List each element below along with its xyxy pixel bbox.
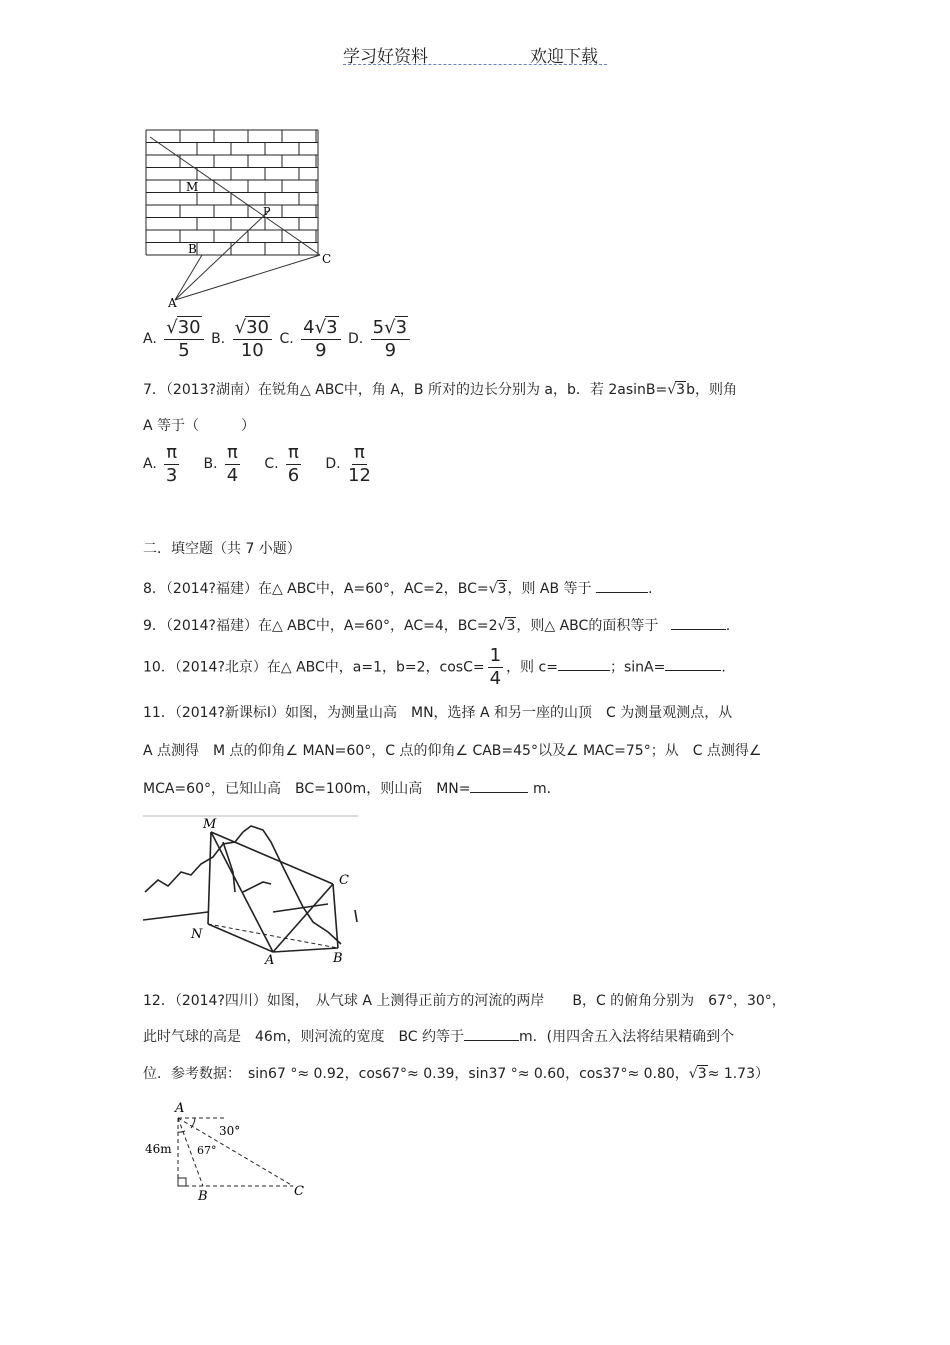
label-C: C (339, 873, 349, 888)
label-30: 30° (219, 1124, 241, 1138)
label-B: B (198, 1189, 208, 1204)
q7-options (143, 443, 374, 486)
line-mn (208, 832, 211, 924)
line-ac (175, 255, 320, 300)
q10-sina-blank[interactable] (665, 670, 721, 671)
label-A: A (168, 296, 177, 310)
label-height: 46m (145, 1142, 172, 1156)
label-A: A (175, 1101, 185, 1116)
label-P: P (263, 205, 271, 218)
label-C: C (294, 1184, 304, 1199)
mountain-figure (143, 812, 363, 970)
q6-options (143, 318, 413, 361)
q7-option-d[interactable]: D. $\frac{\pi}{12}$ (325, 442, 371, 486)
q12-answer-blank[interactable] (464, 1040, 519, 1041)
mountain-detail-3 (355, 910, 357, 922)
q11-answer-blank[interactable] (470, 792, 528, 793)
q7-option-a[interactable]: A. $\frac{\pi}{3}$ (143, 442, 178, 486)
line-mc (211, 832, 333, 884)
label-C: C (322, 252, 332, 266)
mountain-left-ridge (145, 832, 243, 892)
q7-option-c[interactable]: C. $\frac{\pi}{6}$ (264, 442, 300, 486)
q10-c-blank[interactable] (558, 670, 610, 671)
q7-option-b[interactable]: B. $\frac{\pi}{4}$ (203, 442, 239, 486)
label-A: A (265, 953, 275, 968)
q12-line3: 位．参考数据： sin67 °≈ 0.92，cos67°≈ 0.39，sin37 °≈ 0.60，cos37°≈ 0.80，√3≈ 1.73） (143, 1066, 769, 1082)
q9-answer-blank[interactable] (671, 629, 726, 630)
label-M: M (203, 817, 217, 832)
q6-option-a[interactable]: A. $\frac{√30}{5}$ (143, 331, 207, 347)
q6-option-d[interactable]: D. $\frac{5√3}{9}$ (348, 331, 413, 347)
q6-option-c[interactable]: C. $\frac{4√3}{9}$ (279, 331, 343, 347)
mountain-detail-2 (243, 882, 271, 892)
brick-wall-figure (140, 125, 340, 310)
header-right: 欢迎下载 (530, 47, 598, 67)
section-title: 二．填空题（共 7 小题） (143, 541, 301, 557)
q9: 9．（2014?福建）在△ ABC中，A=60°，AC=4，BC=2√3，则△ ABC的面积等于 . (143, 618, 731, 634)
header-divider (343, 64, 607, 65)
q7-line1: 7．（2013?湖南）在锐角△ ABC中，角 A，B 所对的边长分别为 a，b．若 2asinB=√3b，则角 (143, 382, 737, 398)
label-B: B (188, 242, 197, 256)
label-M: M (186, 180, 199, 194)
line-na (208, 924, 273, 952)
q11-line1: 11．（2014?新课标Ⅰ）如图，为测量山高 MN，选择 A 和另一座的山顶 C 为测量观测点，从 (143, 705, 733, 721)
label-67: 67° (197, 1144, 217, 1157)
q7-line2: A 等于（ ） (143, 418, 256, 434)
ground-right (273, 904, 328, 912)
right-angle-mark (178, 1178, 186, 1186)
q11-line2: A 点测得 M 点的仰角∠ MAN=60°，C 点的仰角∠ CAB=45°以及∠ MAC=75°；从 C 点测得∠ (143, 743, 762, 759)
q8: 8．（2014?福建）在△ ABC中，A=60°，AC=2，BC=√3，则 AB 等于 . (143, 581, 653, 597)
line-ab (273, 948, 338, 952)
line-nb-dashed (208, 924, 338, 948)
q12-line1: 12．（2014?四川）如图， 从气球 A 上测得正前方的河流的两岸 B，C 的俯角分别为 67°，30°， (143, 993, 786, 1009)
q11-line3: MCA=60°，已知山高 BC=100m，则山高 MN= m． (143, 781, 561, 797)
label-N: N (191, 927, 203, 942)
q12-line2: 此时气球的高是 46m，则河流的宽度 BC 约等于 m．(用四舍五入法将结果精确到个 (143, 1029, 735, 1045)
q8-answer-blank[interactable] (596, 592, 648, 593)
ground-left (143, 912, 208, 920)
q6-option-b[interactable]: B. $\frac{√30}{10}$ (211, 331, 275, 347)
line-ca (273, 884, 333, 952)
arc-67 (178, 1131, 185, 1132)
header-left: 学习好资料 (343, 47, 428, 67)
balloon-figure (143, 1098, 323, 1208)
label-B: B (333, 951, 343, 966)
q10: 10．（2014?北京）在△ ABC中，a=1，b=2，cosC= $\frac{1}{4}$ ，则 c= ；sinA= . (143, 645, 726, 689)
